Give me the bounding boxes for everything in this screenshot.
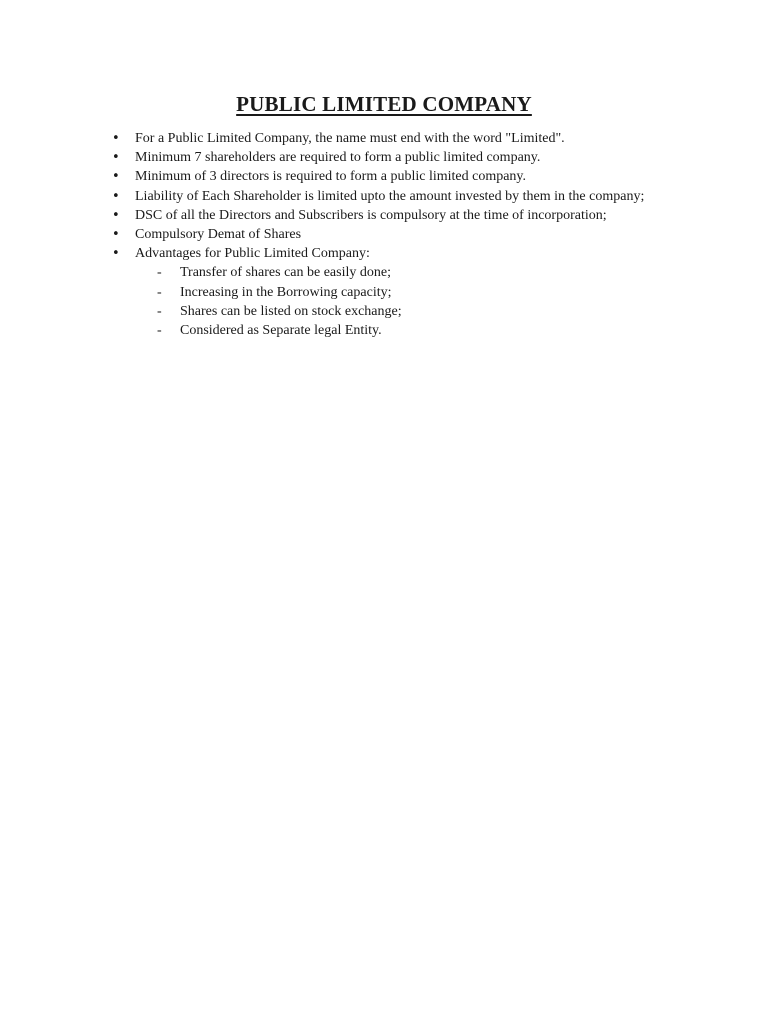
advantage-item: - Transfer of shares can be easily done; xyxy=(135,263,678,282)
list-item: • DSC of all the Directors and Subscribers is compulsory at the time of incorporation; xyxy=(112,206,678,225)
advantage-item: - Increasing in the Borrowing capacity; xyxy=(135,283,678,302)
page-title: PUBLIC LIMITED COMPANY xyxy=(236,92,532,116)
advantage-item: - Considered as Separate legal Entity. xyxy=(135,321,678,340)
advantages-list xyxy=(135,263,678,340)
advantages-heading: Advantages for Public Limited Company: xyxy=(135,246,370,262)
list-item: • Minimum 7 shareholders are required to form a public limited company. xyxy=(112,148,678,167)
list-item: • Liability of Each Shareholder is limited upto the amount invested by them in the company; xyxy=(112,187,678,206)
list-item-advantages xyxy=(112,244,678,340)
bullet-list xyxy=(112,129,678,340)
advantage-item: - Shares can be listed on stock exchange; xyxy=(135,302,678,321)
list-item: • For a Public Limited Company, the name must end with the word "Limited". xyxy=(112,129,678,148)
list-item: • Compulsory Demat of Shares xyxy=(112,225,678,244)
list-item: • Minimum of 3 directors is required to form a public limited company. xyxy=(112,167,678,186)
